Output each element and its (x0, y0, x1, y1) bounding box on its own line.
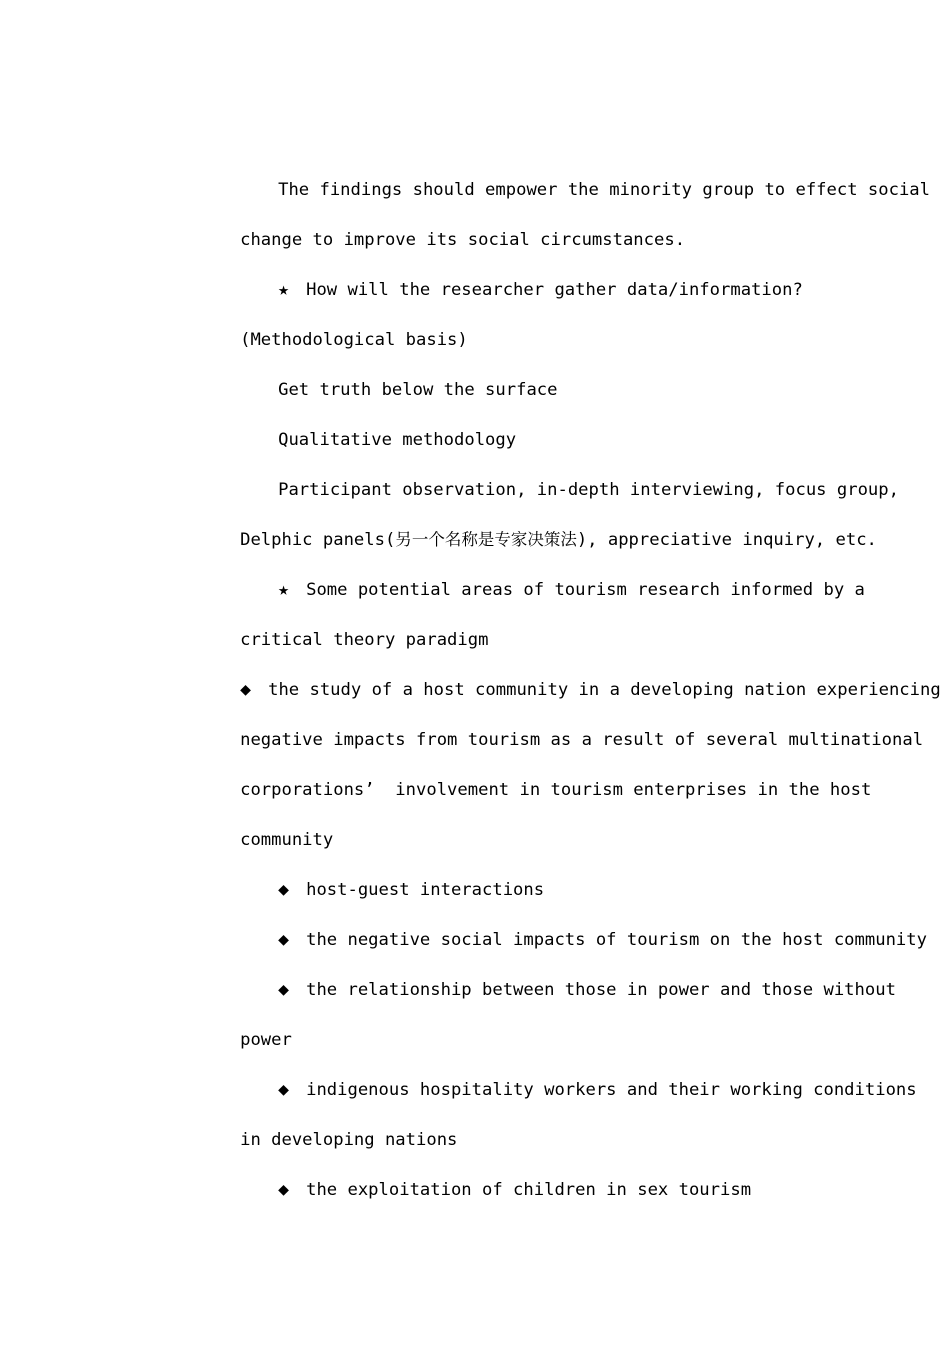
line-text: ), appreciative inquiry, etc. (576, 530, 877, 550)
line-text: corporations’ involvement in tourism enterprises in the host (240, 780, 872, 800)
star-icon: ★ (278, 579, 289, 600)
line-text: the relationship between those in power and those without (306, 980, 896, 1000)
diamond-bullet-icon: ◆ (278, 1079, 289, 1100)
line-text: Delphic panels( (240, 530, 396, 550)
line-text: negative impacts from tourism as a result of several multinational (240, 730, 924, 750)
star-icon: ★ (278, 279, 289, 300)
line-text: critical theory paradigm (240, 630, 489, 650)
line-text: community (240, 830, 334, 850)
line-text: indigenous hospitality workers and their working conditions (306, 1080, 917, 1100)
line-text: in developing nations (240, 1130, 458, 1150)
line-text: change to improve its social circumstances. (240, 230, 686, 250)
diamond-bullet-icon: ◆ (278, 979, 289, 1000)
diamond-bullet-icon: ◆ (278, 879, 289, 900)
line-text: Participant observation, in-depth interviewing, focus group, (278, 480, 899, 500)
line-text: the exploitation of children in sex tourism (306, 1180, 752, 1200)
line-text: the study of a host community in a developing nation experiencing (268, 680, 941, 700)
document-body (178, 115, 941, 1200)
line-text: the negative social impacts of tourism on the host community (306, 930, 927, 950)
line-text: Qualitative methodology (278, 430, 517, 450)
diamond-bullet-icon: ◆ (240, 679, 251, 700)
line-text: (Methodological basis) (240, 330, 468, 350)
chinese-note: 另一个名称是专家决策法 (395, 530, 577, 549)
line-text: The findings should empower the minority group to effect social (278, 180, 931, 200)
line-text: power (240, 1030, 292, 1050)
line-text: How will the researcher gather data/information? (306, 280, 803, 300)
line-text: host-guest interactions (306, 880, 545, 900)
diamond-bullet-icon: ◆ (278, 1179, 289, 1200)
line-text: Get truth below the surface (278, 380, 558, 400)
diamond-bullet-icon: ◆ (278, 929, 289, 950)
line-text: Some potential areas of tourism research informed by a (306, 580, 865, 600)
paragraph-line (178, 115, 931, 200)
